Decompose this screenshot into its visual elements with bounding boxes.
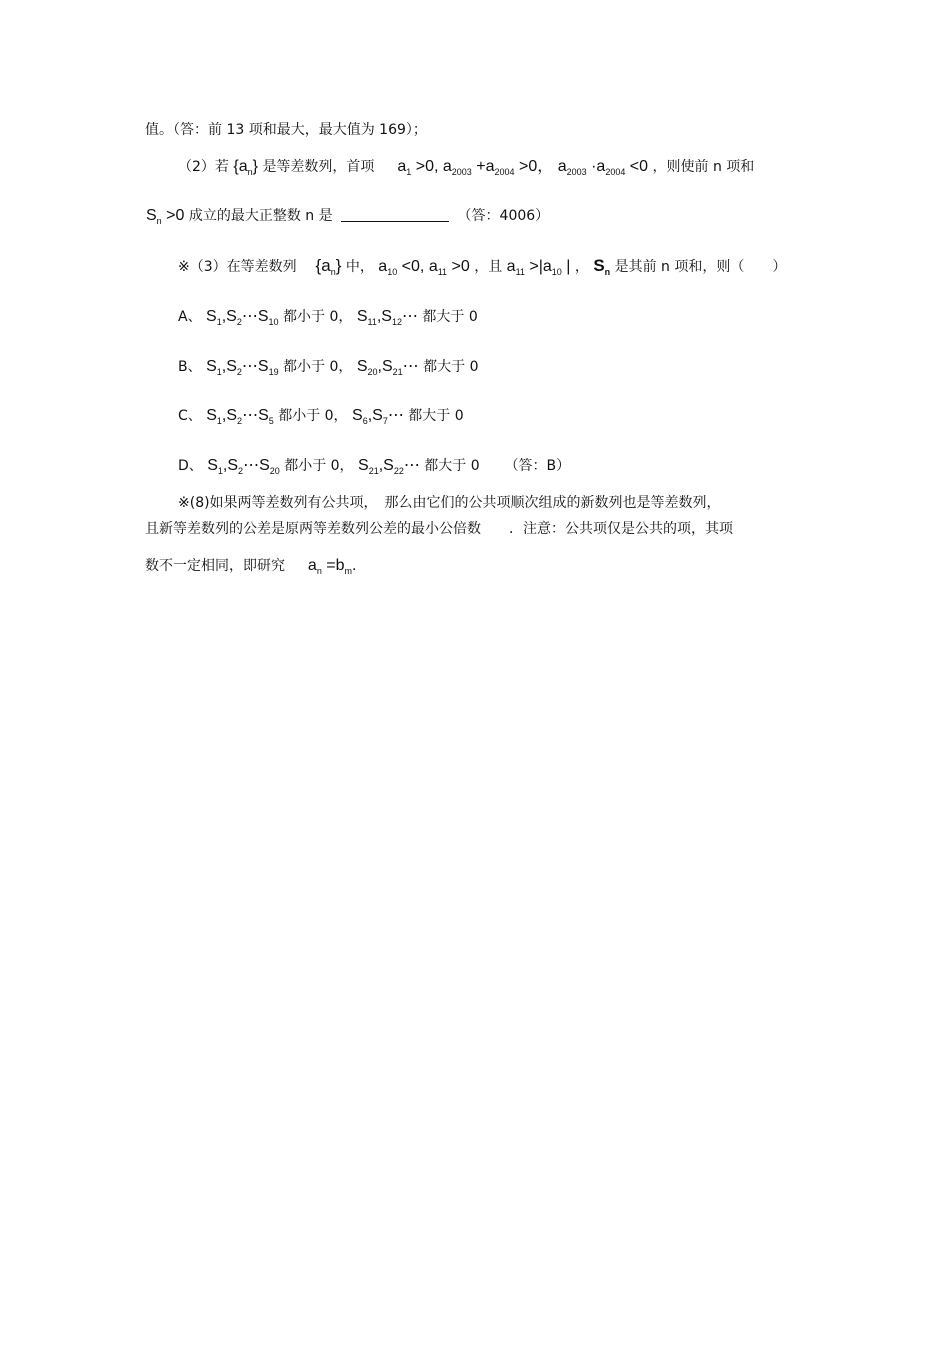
question-3-text-4: 是其前 n 项和，则（ ）: [614, 259, 787, 275]
option-c-formula-1: $S_1,S_2\cdots S_5$: [206, 407, 274, 426]
option-d-text-1: 都小于 0，: [284, 458, 354, 474]
option-d-formula-2: $S_{21},S_{22}\cdots$: [358, 457, 420, 476]
formula-sum: $a_{2003} +a_{2004} >0$，: [442, 158, 554, 177]
option-b-formula-1: $S_1,S_2\cdots S_{19}$: [206, 358, 279, 377]
question-2-text-2: ，则使前 n 项和: [652, 159, 755, 175]
option-b-text-1: 都小于 0，: [283, 359, 353, 375]
option-d-text-2: 都大于 0: [424, 458, 480, 474]
option-b-formula-2: $S_{20},S_{21}\cdots$: [356, 358, 419, 377]
option-a-formula-2: $S_{11},S_{12}\cdots$: [356, 308, 418, 327]
note-line-3: [145, 556, 356, 576]
formula-a1: $a_1 >0$,: [397, 158, 439, 177]
option-a-text-2: 都大于 0: [422, 309, 478, 325]
question-3-prefix: ※（3）在等差数列: [178, 259, 297, 275]
option-d-formula-1: $S_1,S_2\cdots S_{20}$: [207, 457, 280, 476]
question-2-line-2: [146, 206, 549, 226]
option-c-text-1: 都小于 0，: [278, 408, 348, 424]
option-a-formula-1: $S_1,S_2\cdots S_{10}$: [206, 308, 279, 327]
question-2-text-3: 成立的最大正整数 n 是: [188, 208, 333, 224]
formula-sn: $S_n >0$: [146, 207, 185, 226]
answer-line-1: 值。（答：前 13 项和最大，最大值为 169）；: [145, 122, 427, 138]
formula-an-bm: $a_n =b_m$.: [307, 557, 357, 576]
formula-sn: $S_n$: [593, 256, 611, 277]
option-b[interactable]: [178, 357, 478, 377]
answer-blank[interactable]: [341, 207, 449, 222]
option-d-label: D、: [178, 458, 203, 474]
option-c[interactable]: [178, 406, 464, 426]
option-c-label: C、: [178, 408, 202, 424]
question-3-text-3: ，: [574, 259, 589, 275]
formula-abs: $a_{11} >|a_{10}$ |: [506, 258, 571, 277]
option-d[interactable]: [178, 456, 570, 476]
sequence-an: $\{a_n\}$: [315, 256, 342, 277]
option-a-label: A、: [178, 309, 202, 325]
formula-product: $a_{2003} \cdot a_{2004} <0$: [557, 158, 649, 177]
question-3-line: [178, 256, 786, 277]
option-c-formula-2: $S_6,S_7\cdots$: [352, 407, 404, 426]
question-3-text-2: ，且: [474, 259, 503, 275]
option-a[interactable]: [178, 307, 478, 327]
question-2-answer: （答：4006）: [457, 208, 550, 224]
question-3-answer: （答：B）: [504, 458, 571, 474]
question-2-line: [178, 157, 754, 177]
note-line-2: 且新等差数列的公差是原两等差数列公差的最小公倍数 ．注意：公共项仅是公共的项，其项: [145, 521, 733, 537]
note-line-1: ※(8)如果两等差数列有公共项， 那么由它们的公共项顺次组成的新数列也是等差数列，: [178, 495, 721, 511]
note-text: 数不一定相同，即研究: [145, 558, 285, 574]
question-2-text-1: 是等差数列，首项: [262, 159, 375, 175]
option-c-text-2: 都大于 0: [408, 408, 464, 424]
option-a-text-1: 都小于 0，: [283, 309, 353, 325]
question-3-text-1: 中，: [345, 259, 374, 275]
option-b-label: B、: [178, 359, 202, 375]
formula-a10: $a_{10} <0$,: [378, 258, 425, 277]
sequence-an: $\{a_n\}$: [233, 158, 258, 177]
option-b-text-2: 都大于 0: [423, 359, 479, 375]
question-2-prefix: （2）若: [178, 159, 229, 175]
formula-a11: $a_{11} >0$: [428, 258, 470, 277]
